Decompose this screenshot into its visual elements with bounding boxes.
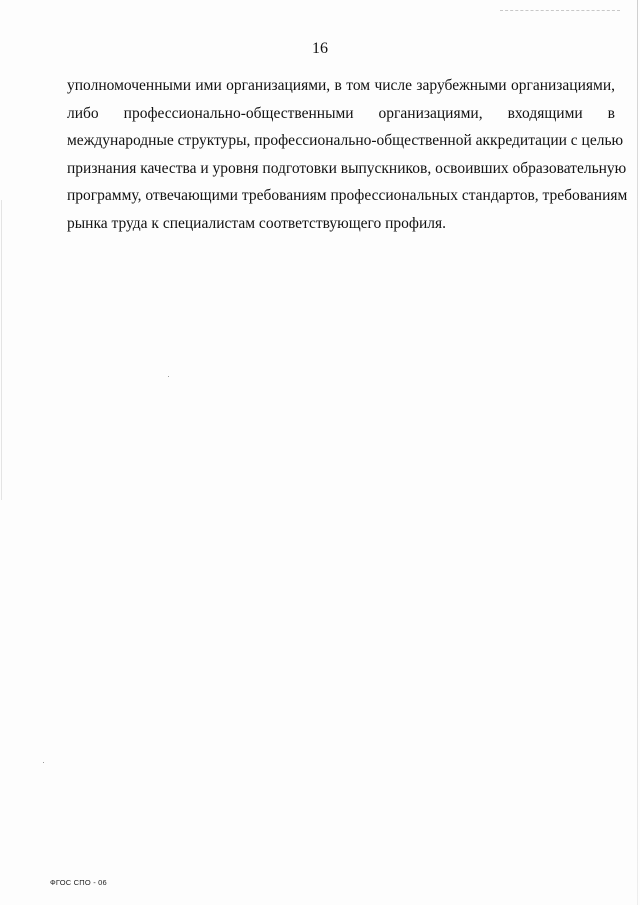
- paragraph-line: уполномоченными ими организациями, в том числе зарубежными организациями,: [67, 77, 615, 94]
- paragraph-line: рынка труда к специалистам соответствующего профиля.: [67, 214, 447, 232]
- paragraph-line: международные структуры, профессионально-общественной аккредитации с целью: [67, 132, 624, 149]
- page-number: 16: [312, 40, 328, 57]
- scan-speck: [43, 762, 44, 763]
- paragraph-line: признания качества и уровня подготовки выпускников, освоивших образовательную: [67, 159, 627, 177]
- scan-edge-right: [637, 0, 638, 905]
- body-paragraph: [67, 72, 628, 237]
- paragraph-line: программу, отвечающими требованиям профессиональных стандартов, требованиям: [67, 187, 628, 204]
- scan-marks: [500, 10, 620, 13]
- scan-speck: [168, 376, 169, 377]
- paragraph-line: либо профессионально-общественными организациями, входящими в: [67, 104, 615, 122]
- footer-label: ФГОС СПО - 06: [50, 878, 107, 887]
- scan-edge-left: [1, 200, 2, 500]
